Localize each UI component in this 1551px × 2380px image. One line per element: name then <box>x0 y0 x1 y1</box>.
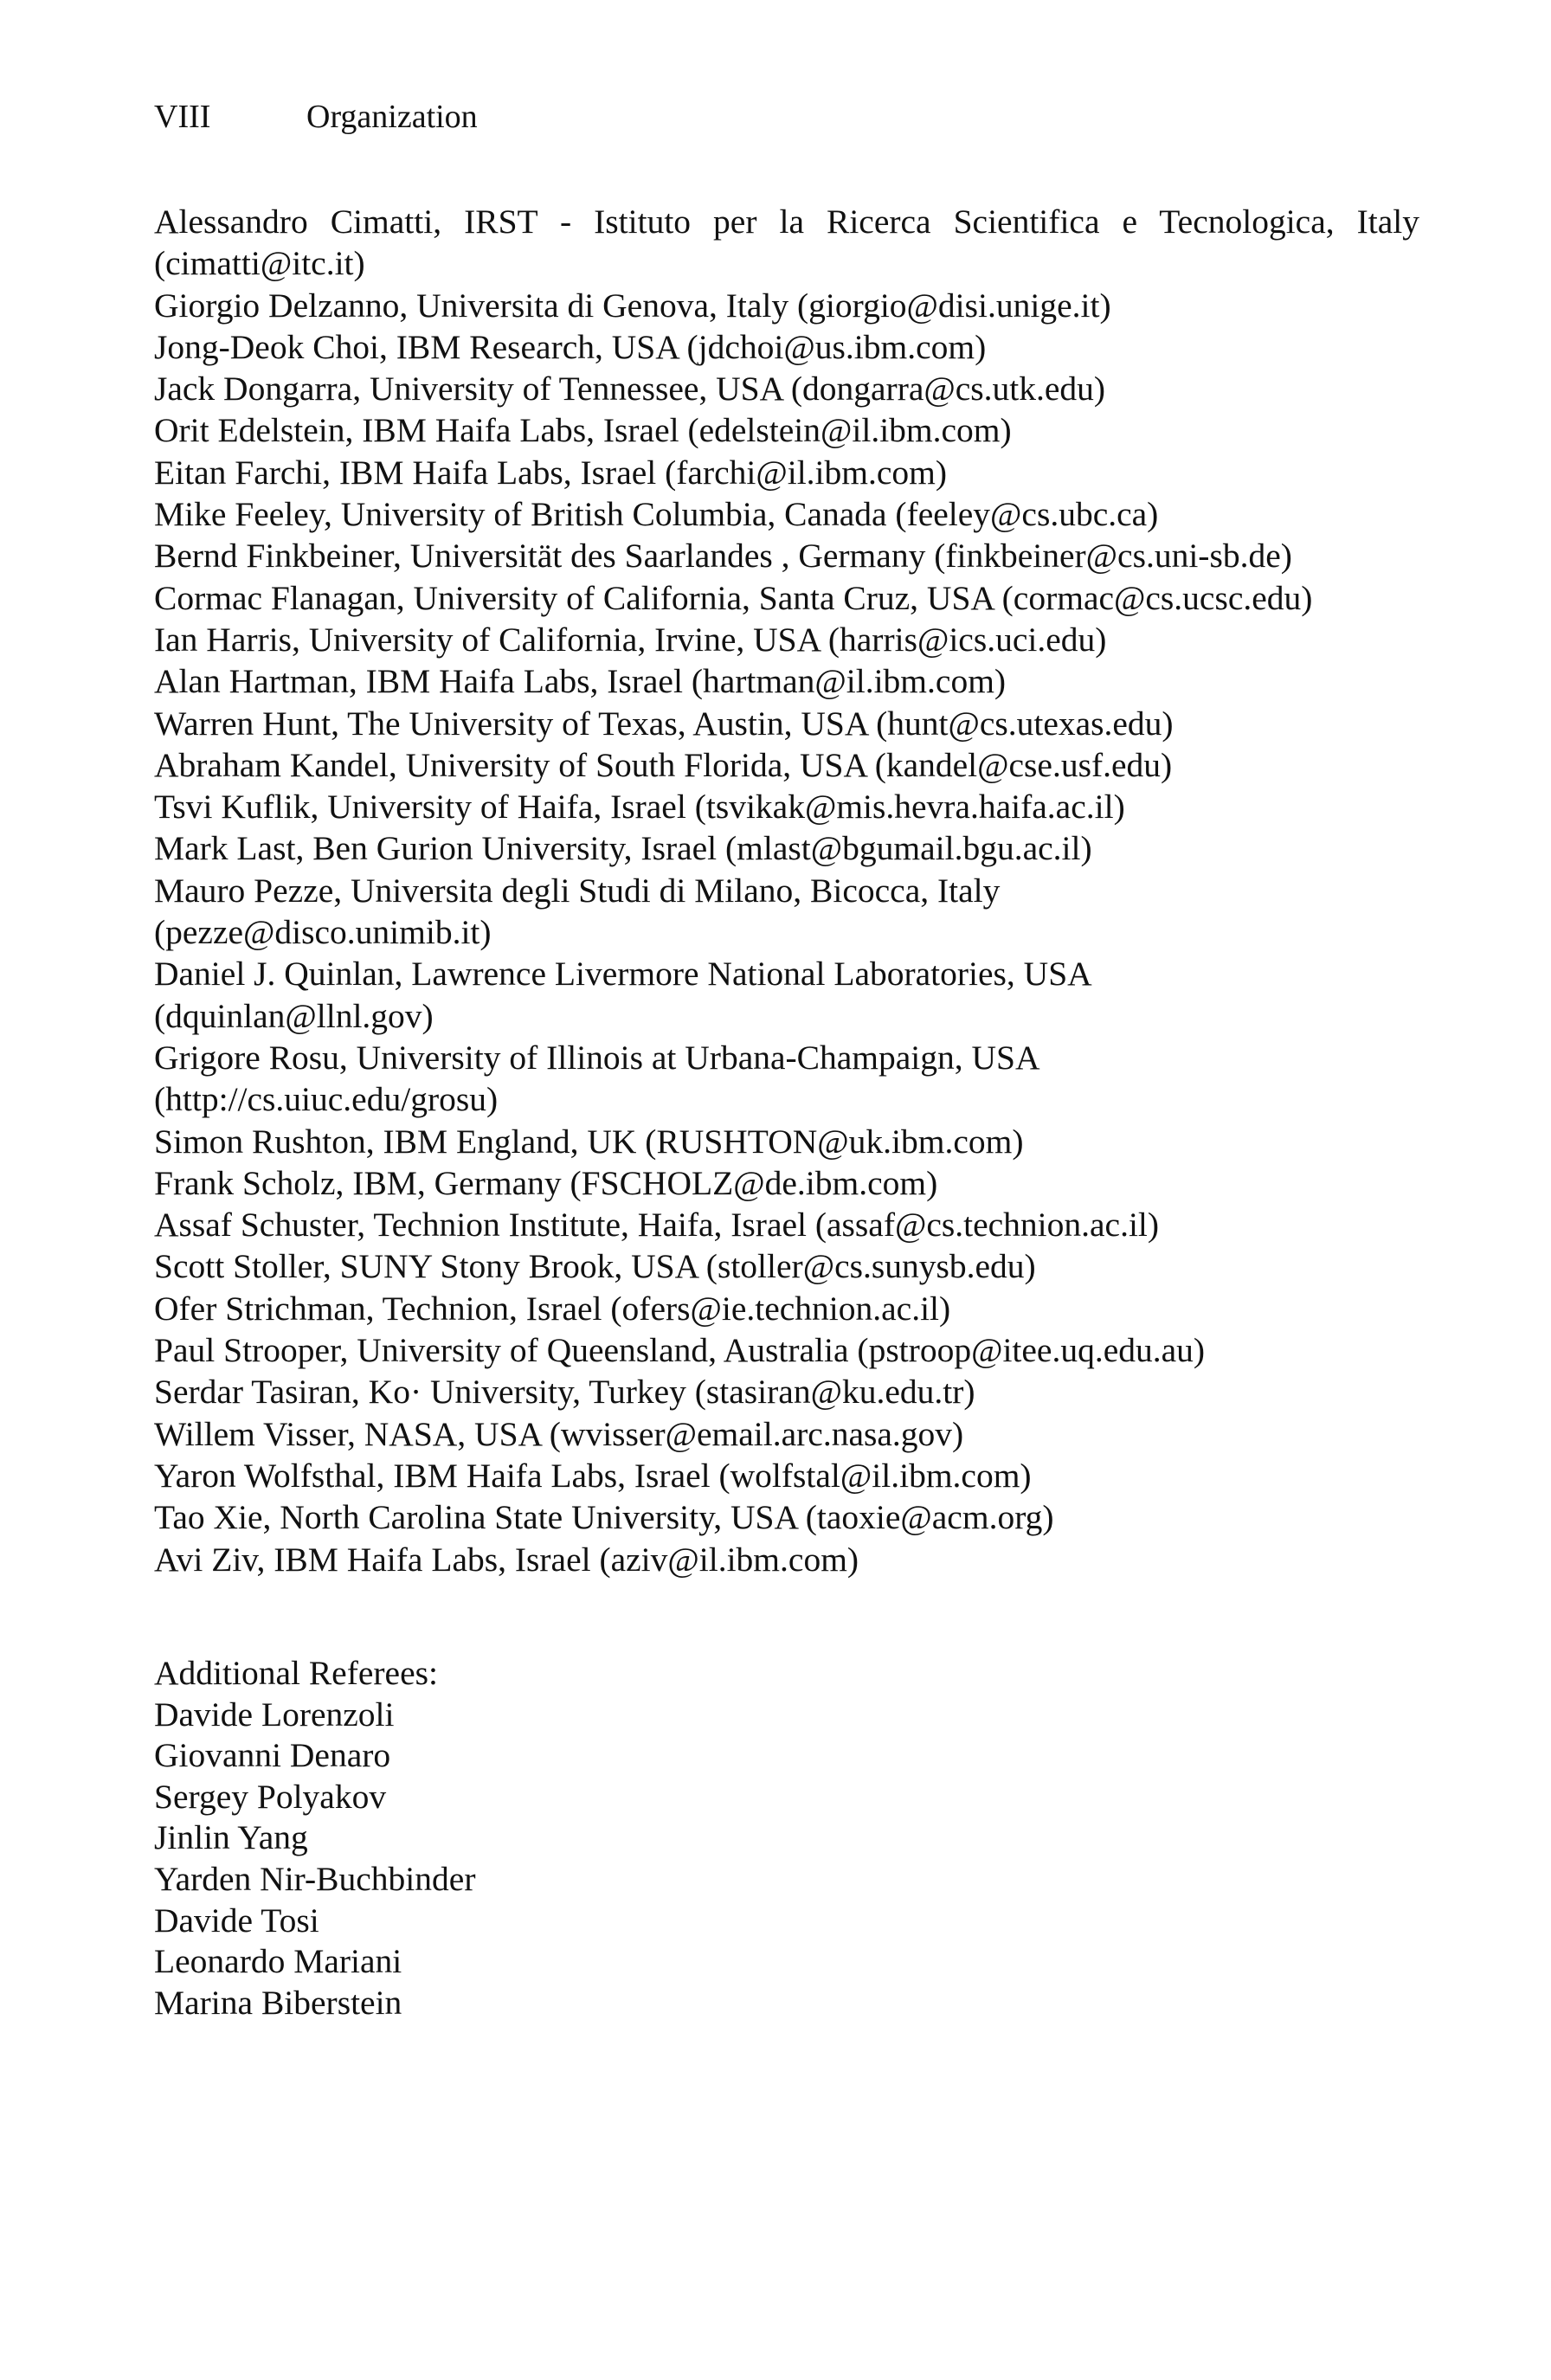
committee-line: Scott Stoller, SUNY Stony Brook, USA (stoller@cs.sunysb.edu) <box>154 1247 1036 1286</box>
committee-line: (cimatti@itc.it) <box>154 244 365 283</box>
committee-line: Avi Ziv, IBM Haifa Labs, Israel (aziv@il.ibm.com) <box>154 1540 859 1579</box>
committee-line: Ian Harris, University of California, Irvine, USA (harris@ics.uci.edu) <box>154 620 1107 659</box>
committee-line: Ofer Strichman, Technion, Israel (ofers@ie.technion.ac.il) <box>154 1289 951 1328</box>
referee-name: Leonardo Mariani <box>154 1942 402 1981</box>
committee-line: Grigore Rosu, University of Illinois at Urbana-Champaign, USA <box>154 1038 1040 1077</box>
referee-name: Jinlin Yang <box>154 1818 308 1857</box>
additional-referees <box>154 1653 475 2023</box>
referee-name: Davide Lorenzoli <box>154 1695 395 1734</box>
committee-line: Abraham Kandel, University of South Florida, USA (kandel@cse.usf.edu) <box>154 745 1173 784</box>
committee-line: (http://cs.uiuc.edu/grosu) <box>154 1080 499 1119</box>
committee-line: Assaf Schuster, Technion Institute, Haifa, Israel (assaf@cs.technion.ac.il) <box>154 1206 1160 1245</box>
committee-line: Yaron Wolfsthal, IBM Haifa Labs, Israel (wolfstal@il.ibm.com) <box>154 1456 1032 1495</box>
committee-line: Simon Rushton, IBM England, UK (RUSHTON@uk.ibm.com) <box>154 1122 1024 1161</box>
section-title: Organization <box>306 99 478 135</box>
committee-line: Jack Dongarra, University of Tennessee, USA (dongarra@cs.utk.edu) <box>154 370 1106 408</box>
committee-line: (pezze@disco.unimib.it) <box>154 913 492 952</box>
committee-line: Frank Scholz, IBM, Germany (FSCHOLZ@de.ibm.com) <box>154 1163 938 1202</box>
committee-line: Eitan Farchi, IBM Haifa Labs, Israel (farchi@il.ibm.com) <box>154 453 948 492</box>
committee-line: Alan Hartman, IBM Haifa Labs, Israel (hartman@il.ibm.com) <box>154 662 1007 701</box>
committee-line: Willem Visser, NASA, USA (wvisser@email.arc.nasa.gov) <box>154 1414 964 1453</box>
committee-line: Jong-Deok Choi, IBM Research, USA (jdchoi@us.ibm.com) <box>154 327 987 366</box>
program-committee-list <box>154 201 1419 1580</box>
committee-line: Cormac Flanagan, University of California, Santa Cruz, USA (cormac@cs.ucsc.edu) <box>154 578 1313 617</box>
referee-name: Davide Tosi <box>154 1901 319 1939</box>
referee-name: Yarden Nir-Buchbinder <box>154 1859 476 1898</box>
committee-line: Orit Edelstein, IBM Haifa Labs, Israel (edelstein@il.ibm.com) <box>154 411 1012 450</box>
committee-line: Tsvi Kuflik, University of Haifa, Israel (tsvikak@mis.hevra.haifa.ac.il) <box>154 788 1125 827</box>
referee-name: Giovanni Denaro <box>154 1736 391 1775</box>
committee-line: Mark Last, Ben Gurion University, Israel (mlast@bgumail.bgu.ac.il) <box>154 829 1092 868</box>
committee-line: Serdar Tasiran, Ko· University, Turkey (stasiran@ku.edu.tr) <box>154 1373 975 1412</box>
committee-line: Giorgio Delzanno, Universita di Genova, Italy (giorgio@disi.unige.it) <box>154 286 1111 325</box>
committee-line: Paul Strooper, University of Queensland, Australia (pstroop@itee.uq.edu.au) <box>154 1331 1206 1370</box>
committee-line: Mike Feeley, University of British Columbia, Canada (feeley@cs.ubc.ca) <box>154 495 1159 534</box>
page-number: VIII <box>154 99 211 135</box>
referee-name: Sergey Polyakov <box>154 1777 387 1816</box>
committee-line: Warren Hunt, The University of Texas, Austin, USA (hunt@cs.utexas.edu) <box>154 704 1174 743</box>
referees-heading: Additional Referees: <box>154 1654 438 1692</box>
referee-name: Marina Biberstein <box>154 1983 402 2022</box>
committee-line: Alessandro Cimatti, IRST - Istituto per la Ricerca Scientifica e Tecnologica, Italy <box>154 203 1419 241</box>
committee-line: Tao Xie, North Carolina State University, USA (taoxie@acm.org) <box>154 1498 1054 1537</box>
running-head <box>154 97 478 137</box>
committee-line: (dquinlan@llnl.gov) <box>154 996 434 1035</box>
committee-line: Mauro Pezze, Universita degli Studi di Milano, Bicocca, Italy <box>154 871 1001 910</box>
committee-line: Daniel J. Quinlan, Lawrence Livermore National Laboratories, USA <box>154 955 1092 994</box>
committee-line: Bernd Finkbeiner, Universität des Saarlandes , Germany (finkbeiner@cs.uni-sb.de) <box>154 537 1292 576</box>
